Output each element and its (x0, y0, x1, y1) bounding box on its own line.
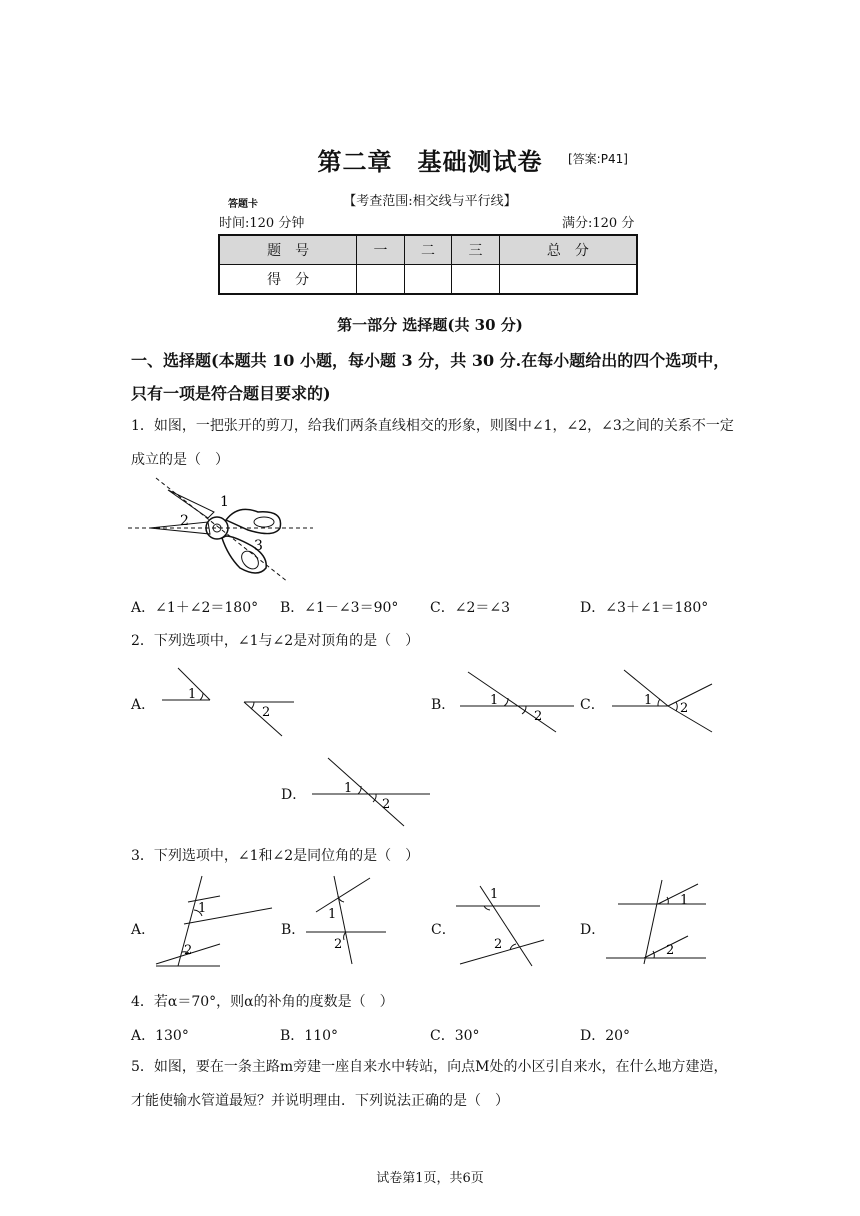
q2-option-b[interactable]: B． (431, 697, 456, 713)
score-input-cell[interactable] (357, 265, 405, 295)
score-cell: 得 分 (219, 265, 357, 295)
question-5-text: 5．如图，要在一条主路m旁建一座自来水中转站，向点M处的小区引自来水，在什么地方建造，才能使输水管道最短？并说明理由．下列说法正确的是（ ） (131, 1059, 728, 1109)
score-cell: 一 (357, 235, 405, 265)
angle-label: 2 (382, 797, 391, 812)
q1-option-a[interactable]: A．∠1＋∠2＝180° (131, 600, 259, 616)
angle-label: 2 (180, 513, 189, 529)
exam-scope: 【考查范围:相交线与平行线】 (343, 194, 517, 209)
q2-option-a[interactable]: A． (131, 697, 156, 713)
angle-label: 2 (666, 943, 675, 958)
page-footer: 试卷第1页，共6页 (376, 1171, 484, 1186)
q3-figure-a (154, 874, 276, 970)
angle-label: 2 (184, 943, 193, 958)
angle-label: 1 (344, 781, 353, 796)
q4-option-c[interactable]: C．30° (430, 1028, 480, 1044)
question-4-text: 4．若α＝70°，则α的补角的度数是（ ） (131, 994, 394, 1010)
q2-figure-c (610, 668, 720, 738)
score-cell: 二 (404, 235, 452, 265)
angle-label: 1 (328, 907, 337, 922)
q4-option-d[interactable]: D．20° (580, 1028, 631, 1044)
score-table (218, 234, 638, 295)
angle-label: 1 (188, 687, 197, 702)
answer-card-label: 答题卡 (228, 199, 258, 210)
exam-time: 时间:120 分钟 (219, 216, 305, 231)
q4-option-a[interactable]: A．130° (131, 1028, 189, 1044)
question-2-text: 2．下列选项中，∠1与∠2是对顶角的是（ ） (131, 633, 420, 649)
q1-option-d[interactable]: D．∠3＋∠1＝180° (580, 600, 709, 616)
q3-figure-d (604, 876, 714, 966)
angle-label: 3 (254, 538, 263, 554)
angle-label: 2 (262, 705, 271, 720)
score-table-score-row (219, 265, 637, 295)
score-cell: 总 分 (499, 235, 637, 265)
score-cell: 题 号 (219, 235, 357, 265)
score-input-cell[interactable] (499, 265, 637, 295)
question-1-text: 1．如图，一把张开的剪刀，给我们两条直线相交的形象，则图中∠1，∠2，∠3之间的关系不一定成立的是（ ） (131, 418, 734, 468)
score-table-header-row (219, 235, 637, 265)
angle-label: 1 (680, 893, 689, 908)
q4-option-b[interactable]: B．110° (280, 1028, 339, 1044)
q3-option-b[interactable]: B． (281, 922, 306, 938)
score-input-cell[interactable] (452, 265, 500, 295)
q2-option-c[interactable]: C． (580, 697, 605, 713)
scissors-figure (128, 476, 318, 586)
q3-figure-b (304, 874, 394, 970)
angle-label: 2 (680, 701, 689, 716)
section-heading: 一、选择题(本题共 10 小题，每小题 3 分，共 30 分.在每小题给出的四个选项中，只有一项是符合题目要求的) (131, 351, 730, 403)
score-input-cell[interactable] (404, 265, 452, 295)
q3-figure-c (454, 880, 549, 970)
question-3-text: 3．下列选项中，∠1和∠2是同位角的是（ ） (131, 848, 420, 864)
angle-label: 1 (220, 494, 229, 510)
full-marks: 满分:120 分 (562, 216, 635, 231)
angle-label: 1 (644, 693, 653, 708)
score-cell: 三 (452, 235, 500, 265)
angle-label: 1 (198, 901, 207, 916)
angle-label: 1 (490, 887, 499, 902)
angle-label: 2 (334, 937, 343, 952)
q1-option-b[interactable]: B．∠1－∠3＝90° (280, 600, 399, 616)
part-title: 第一部分 选择题(共 30 分) (337, 316, 523, 334)
scissors-handle-hole (254, 517, 274, 527)
q3-option-d[interactable]: D． (580, 922, 606, 938)
q2-option-d[interactable]: D． (281, 787, 307, 803)
answer-reference: [答案:P41] (568, 152, 628, 166)
exam-title: 第二章 基础测试卷 (317, 148, 543, 176)
angle-label: 2 (534, 709, 543, 724)
q1-option-c[interactable]: C．∠2＝∠3 (430, 600, 510, 616)
q2-figure-a (160, 664, 300, 740)
scissors-handle-right (226, 509, 281, 533)
q2-figure-b (458, 668, 578, 738)
q2-figure-d (310, 756, 435, 830)
scissors-blade-upper (168, 490, 214, 518)
q3-option-a[interactable]: A． (131, 922, 156, 938)
q3-option-c[interactable]: C． (431, 922, 456, 938)
angle-label: 1 (490, 693, 499, 708)
angle-label: 2 (494, 937, 503, 952)
